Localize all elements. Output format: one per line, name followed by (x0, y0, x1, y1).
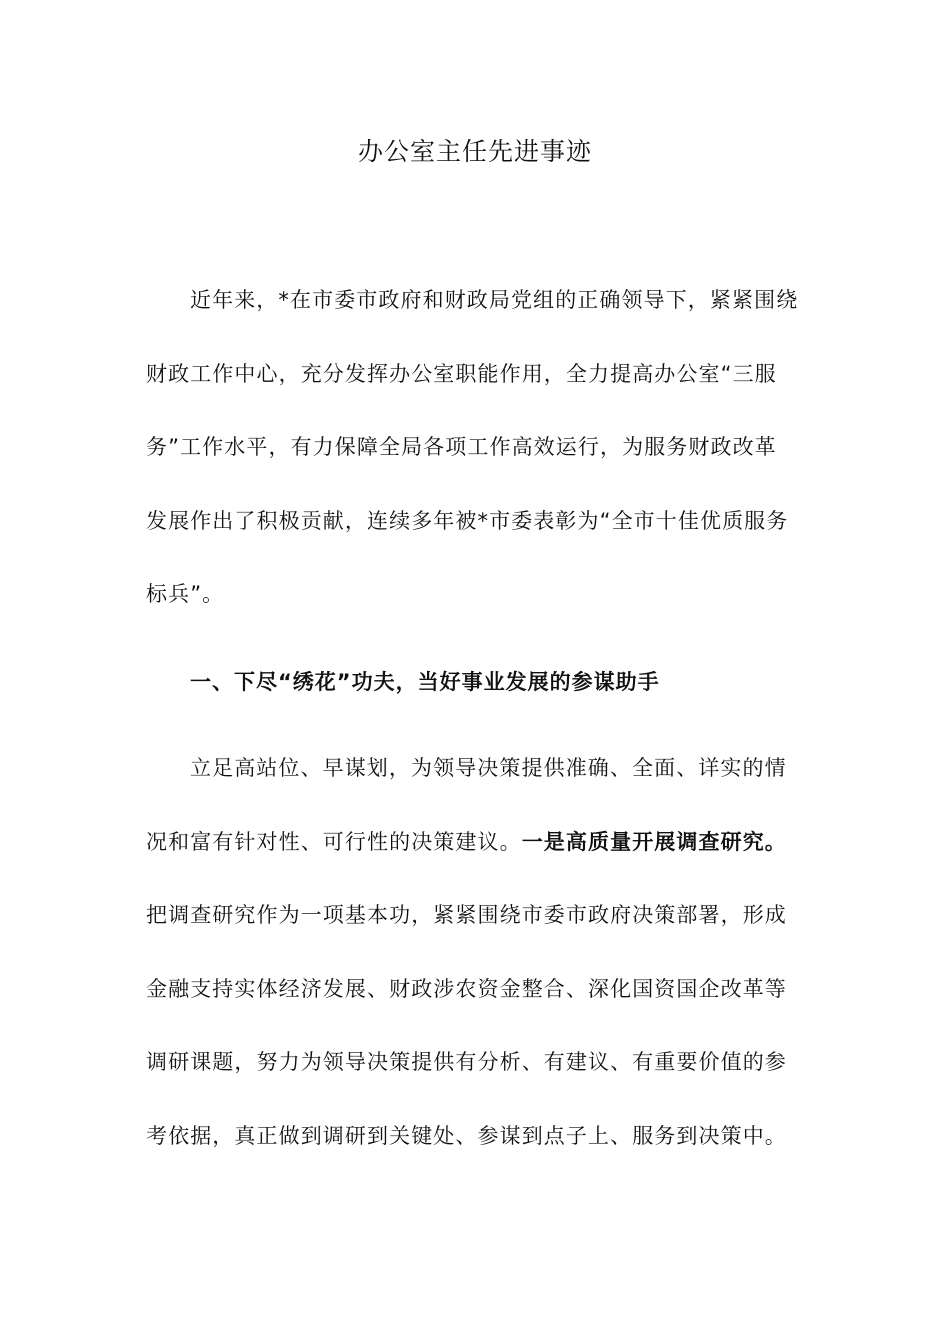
document-title: 办公室主任先进事迹 (357, 137, 592, 166)
section-heading: 一、下尽“绣花”功夫，当好事业发展的参谋助手 (190, 670, 660, 694)
paragraph-line: 考依据，真正做到调研到关键处、参谋到点子上、服务到决策中。 (146, 1123, 787, 1148)
paragraph-line: 金融支持实体经济发展、财政涉农资金整合、深化国资国企改革等 (146, 976, 787, 1001)
section-paragraph (146, 732, 806, 1173)
paragraph-line: 近年来，*在市委市政府和财政局党组的正确领导下，紧紧围绕 (190, 288, 799, 312)
emphasis-text: 一是高质量开展调查研究。 (521, 829, 787, 854)
paragraph-line: 财政工作中心，充分发挥办公室职能作用，全力提高办公室“三服 (146, 361, 777, 386)
paragraph-line: 标兵”。 (146, 582, 225, 606)
intro-paragraph (146, 264, 806, 632)
paragraph-line (146, 806, 806, 880)
paragraph-line: 发展作出了积极贡献，连续多年被*市委表彰为“全市十佳优质服务 (146, 508, 789, 533)
paragraph-text: 况和富有针对性、可行性的决策建议。 (146, 829, 522, 854)
paragraph-line: 务”工作水平，有力保障全局各项工作高效运行，为服务财政改革 (146, 435, 777, 459)
paragraph-line: 调研课题，努力为领导决策提供有分析、有建议、有重要价值的参 (146, 1050, 787, 1074)
paragraph-line: 立足高站位、早谋划，为领导决策提供准确、全面、详实的情 (190, 756, 787, 780)
paragraph-line: 把调查研究作为一项基本功，紧紧围绕市委市政府决策部署，形成 (146, 903, 787, 927)
